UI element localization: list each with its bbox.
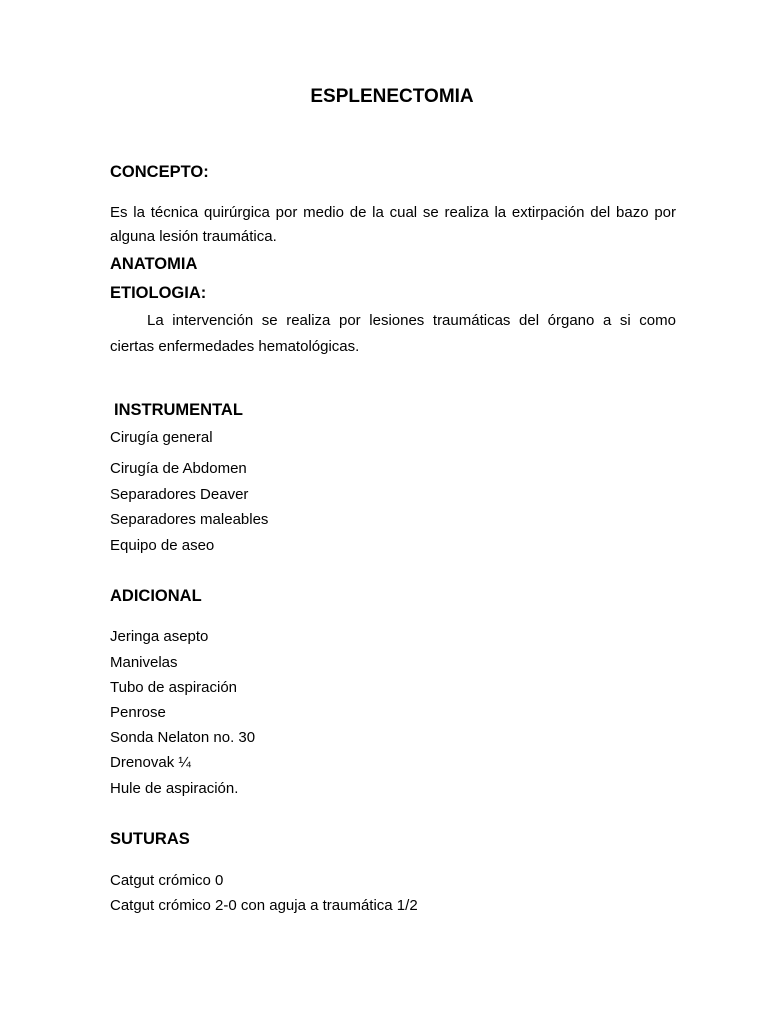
list-item: Tubo de aspiración xyxy=(110,679,238,696)
list-item: Drenovak ¼ xyxy=(110,754,191,771)
list-item: Jeringa asepto xyxy=(110,628,209,645)
section-heading-etiologia: ETIOLOGIA: xyxy=(110,284,207,302)
list-item: Hule de aspiración. xyxy=(110,780,239,797)
section-heading-instrumental: INSTRUMENTAL xyxy=(114,401,243,419)
etiologia-text-line-2: ciertas enfermedades hematológicas. xyxy=(110,338,360,355)
etiologia-text-line-1: La intervención se realiza por lesiones traumáticas del órgano a si como xyxy=(147,312,676,329)
list-item: Manivelas xyxy=(110,654,178,671)
list-item: Cirugía general xyxy=(110,429,213,446)
list-item: Separadores Deaver xyxy=(110,486,249,503)
list-item: Catgut crómico 0 xyxy=(110,872,224,889)
list-item: Cirugía de Abdomen xyxy=(110,460,247,477)
document-title: ESPLENECTOMIA xyxy=(310,86,474,107)
section-heading-adicional: ADICIONAL xyxy=(110,587,202,605)
list-item: Catgut crómico 2-0 con aguja a traumática 1/2 xyxy=(110,897,418,914)
list-item: Sonda Nelaton no. 30 xyxy=(110,729,256,746)
section-heading-suturas: SUTURAS xyxy=(110,830,190,848)
section-heading-concepto: CONCEPTO: xyxy=(110,163,209,181)
concepto-text-line-1: Es la técnica quirúrgica por medio de la cual se realiza la extirpación del bazo por xyxy=(110,204,676,221)
section-heading-anatomia: ANATOMIA xyxy=(110,255,198,273)
list-item: Penrose xyxy=(110,704,166,721)
list-item: Separadores maleables xyxy=(110,511,269,528)
concepto-text-line-2: alguna lesión traumática. xyxy=(110,228,277,245)
list-item: Equipo de aseo xyxy=(110,537,215,554)
